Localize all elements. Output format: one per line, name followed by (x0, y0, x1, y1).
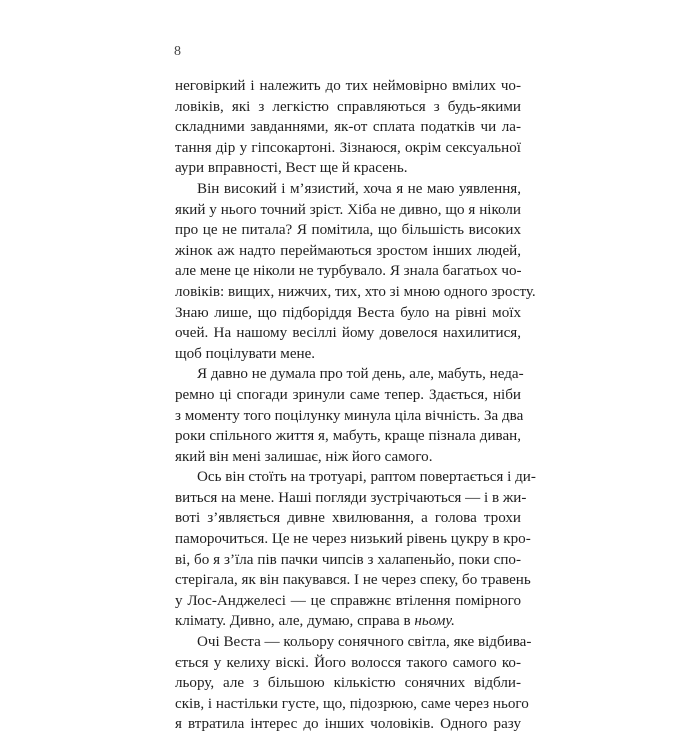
text-line: ється у келиху віскі. Його волосся такого самого ко- (175, 654, 521, 671)
emphasized-word: ньому. (414, 613, 455, 630)
page-number: 8 (174, 44, 181, 59)
text-line: ловіків, які з легкістю справляються з будь-якими (175, 98, 521, 115)
paragraph (175, 364, 524, 467)
text-line: складними завданнями, як-от сплата податків чи ла- (175, 119, 521, 136)
text-line: у Лос-Анджелесі — це справжнє втілення помірного (175, 592, 521, 609)
text-line: ремно ці спогади зринули саме тепер. Здається, ніби (175, 386, 521, 403)
paragraph (175, 632, 532, 735)
text-line: воті з’являється дивне хвилювання, а голова трохи (175, 510, 521, 527)
text-line: ловіків: вищих, нижчих, тих, хто зі мною одного зросту. (175, 283, 536, 300)
text-line: тання дір у гіпсокартоні. Зізнаюся, окрім сексуальної (175, 139, 521, 156)
text-line: неговіркий і належить до тих неймовірно вмілих чо- (175, 78, 521, 94)
text-line (175, 611, 521, 632)
paragraph (175, 179, 536, 364)
text-line: аури вправності, Вест ще й красень. (175, 160, 408, 177)
text-line: стерігала, як він пакувався. І не через спеку, бо травень (175, 572, 531, 589)
text-line: виться на мене. Наші погляди зустрічаються — і в жи- (175, 489, 527, 506)
text-line: ві, бо я з’їла пів пачки чипсів з халапеньйо, поки спо- (175, 551, 521, 568)
paragraph (175, 76, 521, 179)
text-line: льору, але з більшою кількістю сонячних відбли- (175, 675, 521, 692)
text-line: жінок аж надто переймаються зростом інших людей, (175, 242, 521, 259)
text-line: паморочиться. Це не через низький рівень цукру в кро- (175, 531, 531, 548)
text-line: роки спільного життя я, мабуть, краще пізнала диван, (175, 428, 521, 445)
text-line: який він мені залишає, ніж його самого. (175, 448, 433, 465)
text-line: щоб поцілувати мене. (175, 345, 316, 362)
text-line: про це не питала? Я помітила, що більшість високих (175, 222, 521, 239)
text-line: Ось він стоїть на тротуарі, раптом повертається і ди- (197, 469, 536, 486)
body-text (175, 76, 536, 735)
text-line: Очі Веста — кольору сонячного світла, яке відбива- (197, 634, 532, 651)
text-line-start: клімату. Дивно, але, думаю, справа в (175, 613, 415, 630)
text-line: з моменту того поцілунку минула ціла вічність. За два (175, 407, 524, 424)
text-line: очей. На нашому весіллі йому довелося нахилитися, (175, 325, 521, 342)
text-line: Він високий і м’язистий, хоча я не маю уявлення, (197, 180, 521, 197)
text-line: я втратила інтерес до інших чоловіків. Одного разу (175, 716, 521, 733)
paragraph (175, 467, 536, 632)
text-line: Я давно не думала про той день, але, мабуть, неда- (197, 366, 524, 383)
text-line: Знаю лише, що підборіддя Веста було на рівні моїх (175, 304, 521, 321)
text-line: який у нього точний зріст. Хіба не дивно, що я ніколи (175, 201, 521, 218)
text-line: сків, і настільки густе, що, підозрюю, саме через нього (175, 695, 529, 712)
text-line: але мене це ніколи не турбувало. Я знала багатьох чо- (175, 263, 522, 280)
